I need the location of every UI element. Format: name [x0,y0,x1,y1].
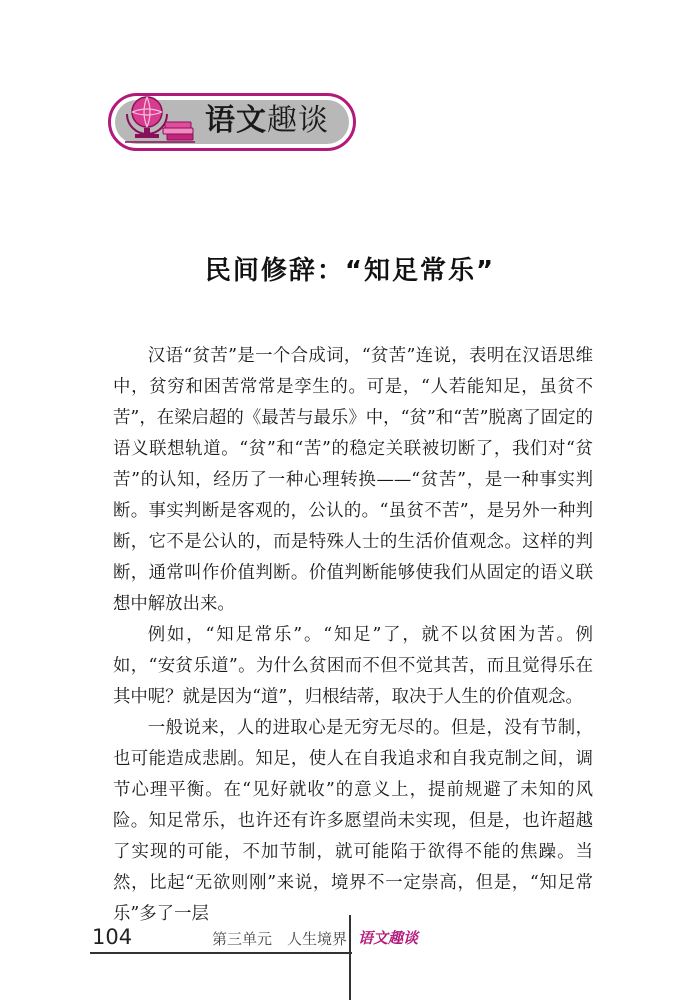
unit-label: 第三单元 人生境界 [212,930,348,948]
article-title: 民间修辞：“知足常乐” [204,256,496,286]
paragraph-1: 汉语“贫苦”是一个合成词，“贫苦”连说，表明在汉语思维中，贫穷和困苦常常是孪生的。可是，“人若能知足，虽贫不苦”，在梁启超的《最苦与最乐》中，“贫”和“苦”脱离了固定的语义联想轨道。“贫”和“苦”的稳定关联被切断了，我们对“贫苦”的认知，经历了一种心理转换——“贫苦”，是一种事实判断。事实判断是客观的，公认的。“虽贫不苦”，是另外一种判断，它不是公认的，而是特殊人士的生活价值观念。这样的判断，通常叫作价值判断。价值判断能够使我们从固定的语义联想中解放出来。 [113,346,593,614]
footer-rule [90,952,352,954]
paragraph-3: 一般说来，人的进取心是无穷无尽的。但是，没有节制，也可能造成悲剧。知足，使人在自我追求和自我克制之间，调节心理平衡。在“见好就收”的意义上，提前规避了未知的风险。知足常乐，也许还有许多愿望尚未实现，但是，也许超越了实现的可能，不加节制，就可能陷于欲得不能的焦躁。当然，比起“无欲则刚”来说，境界不一定崇高，但是，“知足常乐”多了一层 [113,718,593,924]
footer-divider [349,915,351,1000]
banner-title [205,101,329,141]
section-banner [108,93,356,151]
banner-title-bold: 语文 [205,103,267,138]
globe-books-icon [121,92,197,148]
article-body [113,341,593,930]
section-tag: 语文趣谈 [358,929,419,947]
paragraph-2: 例如，“知足常乐”。“知足”了，就不以贫困为苦。例如，“安贫乐道”。为什么贫困而不但不觉其苦，而且觉得乐在其中呢？就是因为“道”，归根结蒂，取决于人生的价值观念。 [113,625,593,707]
page-number: 104 [92,925,133,949]
banner-title-rest: 趣谈 [267,103,329,138]
